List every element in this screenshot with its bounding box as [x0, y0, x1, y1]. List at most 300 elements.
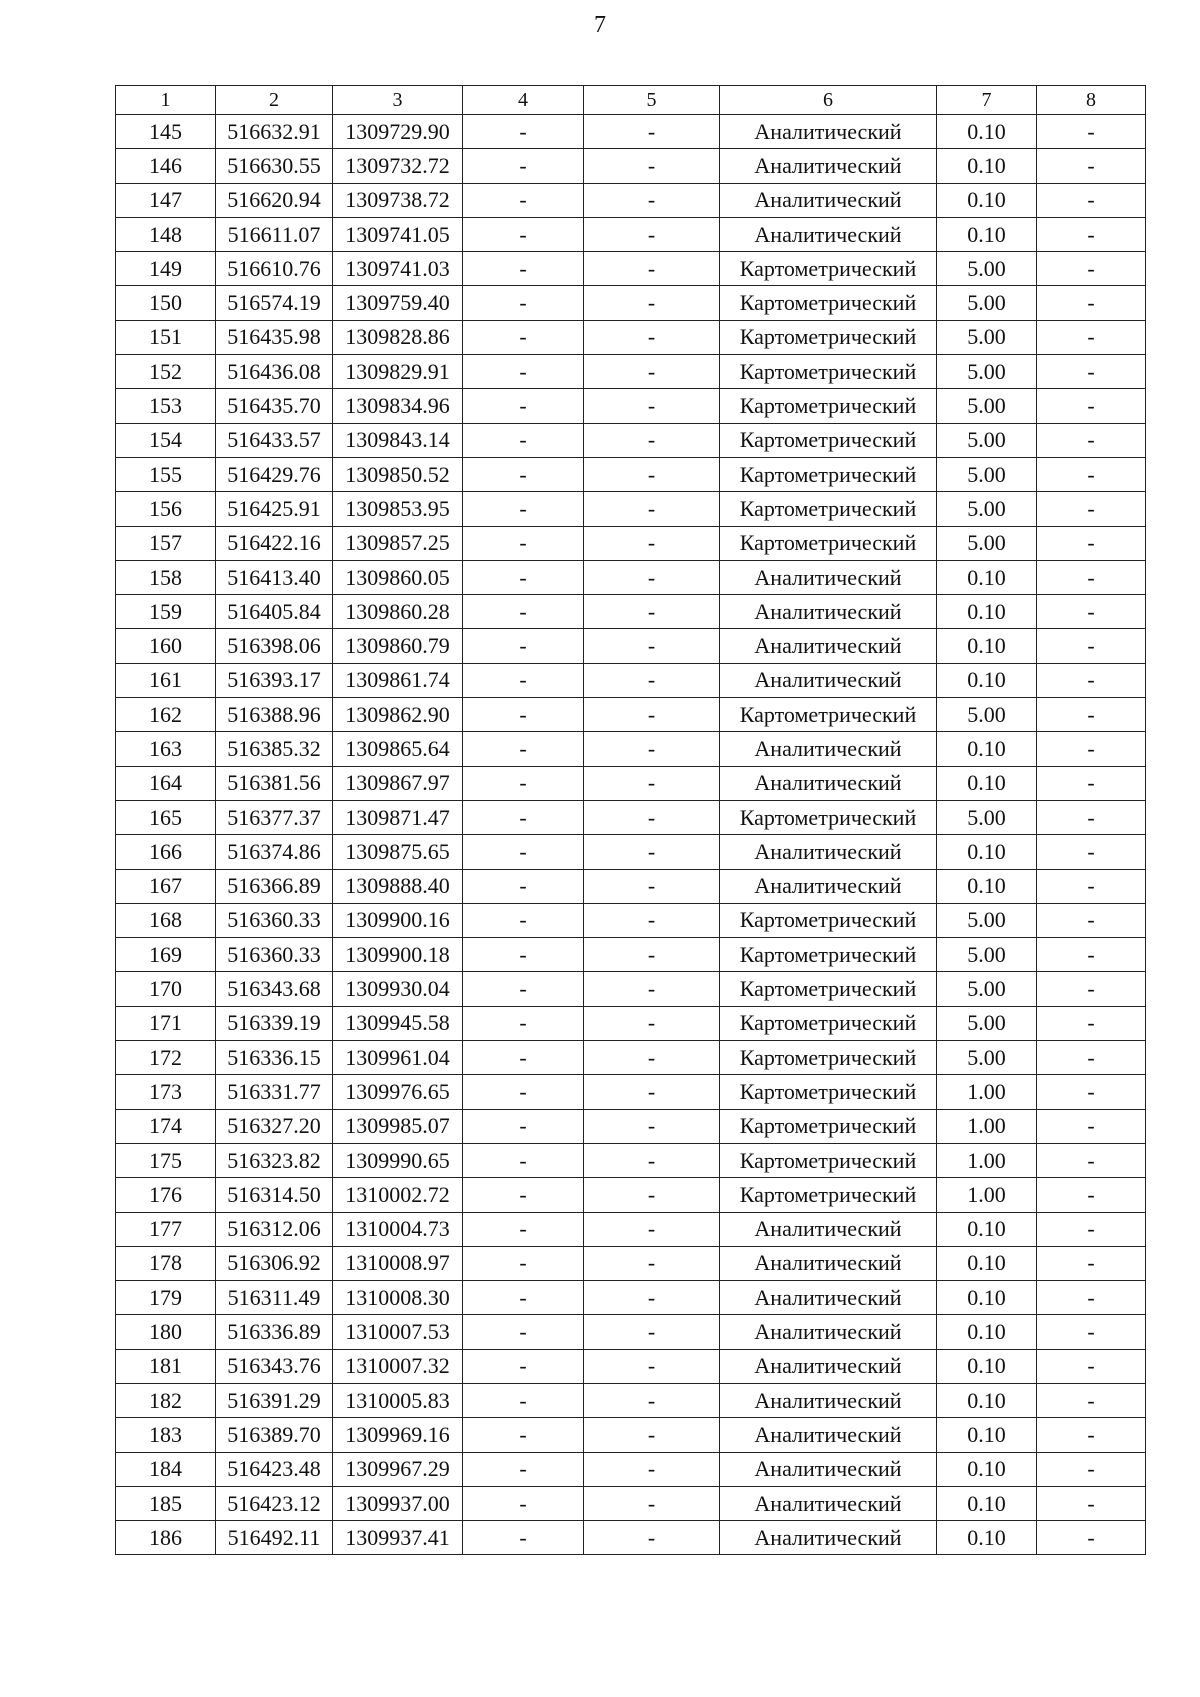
col8-cell: - [1037, 1006, 1146, 1040]
col4-cell: - [463, 938, 584, 972]
col4-cell: - [463, 1212, 584, 1246]
accuracy-cell: 1.00 [937, 1075, 1037, 1109]
col8-cell: - [1037, 1075, 1146, 1109]
col4-cell: - [463, 1143, 584, 1177]
accuracy-cell: 0.10 [937, 217, 1037, 251]
method-cell: Аналитический [720, 1315, 937, 1349]
col8-cell: - [1037, 766, 1146, 800]
accuracy-cell: 0.10 [937, 835, 1037, 869]
table-row [116, 492, 1146, 526]
y-coordinate-cell: 1309990.65 [333, 1143, 463, 1177]
x-coordinate-cell: 516422.16 [216, 526, 333, 560]
col8-cell: - [1037, 869, 1146, 903]
accuracy-cell: 0.10 [937, 1452, 1037, 1486]
col4-cell: - [463, 1349, 584, 1383]
col5-cell: - [584, 457, 720, 491]
x-coordinate-cell: 516385.32 [216, 732, 333, 766]
col4-cell: - [463, 149, 584, 183]
point-number-cell: 167 [116, 869, 216, 903]
col5-cell: - [584, 560, 720, 594]
x-coordinate-cell: 516314.50 [216, 1178, 333, 1212]
accuracy-cell: 0.10 [937, 1486, 1037, 1520]
col8-cell: - [1037, 1521, 1146, 1555]
col8-cell: - [1037, 1281, 1146, 1315]
col8-cell: - [1037, 1109, 1146, 1143]
method-cell: Аналитический [720, 217, 937, 251]
x-coordinate-cell: 516339.19 [216, 1006, 333, 1040]
accuracy-cell: 0.10 [937, 1212, 1037, 1246]
point-number-cell: 146 [116, 149, 216, 183]
table-row [116, 766, 1146, 800]
point-number-cell: 180 [116, 1315, 216, 1349]
y-coordinate-cell: 1310002.72 [333, 1178, 463, 1212]
col5-cell: - [584, 1041, 720, 1075]
y-coordinate-cell: 1309741.05 [333, 217, 463, 251]
col8-cell: - [1037, 320, 1146, 354]
col4-cell: - [463, 1109, 584, 1143]
accuracy-cell: 0.10 [937, 183, 1037, 217]
table-row [116, 972, 1146, 1006]
col8-cell: - [1037, 938, 1146, 972]
col4-cell: - [463, 1486, 584, 1520]
accuracy-cell: 5.00 [937, 389, 1037, 423]
col8-cell: - [1037, 903, 1146, 937]
accuracy-cell: 0.10 [937, 663, 1037, 697]
col5-cell: - [584, 629, 720, 663]
method-cell: Картометрический [720, 903, 937, 937]
table-row [116, 320, 1146, 354]
x-coordinate-cell: 516435.98 [216, 320, 333, 354]
method-cell: Картометрический [720, 972, 937, 1006]
point-number-cell: 182 [116, 1383, 216, 1417]
y-coordinate-cell: 1309865.64 [333, 732, 463, 766]
x-coordinate-cell: 516323.82 [216, 1143, 333, 1177]
point-number-cell: 186 [116, 1521, 216, 1555]
col5-cell: - [584, 1486, 720, 1520]
x-coordinate-cell: 516391.29 [216, 1383, 333, 1417]
method-cell: Аналитический [720, 1383, 937, 1417]
x-coordinate-cell: 516429.76 [216, 457, 333, 491]
accuracy-cell: 0.10 [937, 115, 1037, 149]
col5-cell: - [584, 766, 720, 800]
method-cell: Аналитический [720, 766, 937, 800]
method-cell: Картометрический [720, 800, 937, 834]
table-row [116, 1383, 1146, 1417]
col8-cell: - [1037, 115, 1146, 149]
col8-cell: - [1037, 355, 1146, 389]
method-cell: Картометрический [720, 526, 937, 560]
table-row [116, 1212, 1146, 1246]
method-cell: Картометрический [720, 1075, 937, 1109]
x-coordinate-cell: 516360.33 [216, 938, 333, 972]
accuracy-cell: 5.00 [937, 800, 1037, 834]
accuracy-cell: 5.00 [937, 457, 1037, 491]
col4-cell: - [463, 492, 584, 526]
accuracy-cell: 0.10 [937, 629, 1037, 663]
x-coordinate-cell: 516413.40 [216, 560, 333, 594]
col8-cell: - [1037, 389, 1146, 423]
method-cell: Картометрический [720, 423, 937, 457]
y-coordinate-cell: 1310007.32 [333, 1349, 463, 1383]
col8-cell: - [1037, 1178, 1146, 1212]
table-row [116, 286, 1146, 320]
point-number-cell: 152 [116, 355, 216, 389]
method-cell: Аналитический [720, 1212, 937, 1246]
col5-cell: - [584, 938, 720, 972]
col5-cell: - [584, 1109, 720, 1143]
col8-cell: - [1037, 1349, 1146, 1383]
accuracy-cell: 0.10 [937, 1418, 1037, 1452]
table-row [116, 423, 1146, 457]
y-coordinate-cell: 1309860.79 [333, 629, 463, 663]
y-coordinate-cell: 1309829.91 [333, 355, 463, 389]
col8-cell: - [1037, 560, 1146, 594]
col5-cell: - [584, 1212, 720, 1246]
table-row [116, 389, 1146, 423]
table-row [116, 355, 1146, 389]
col8-cell: - [1037, 800, 1146, 834]
col4-cell: - [463, 423, 584, 457]
method-cell: Аналитический [720, 149, 937, 183]
point-number-cell: 160 [116, 629, 216, 663]
method-cell: Аналитический [720, 183, 937, 217]
y-coordinate-cell: 1309969.16 [333, 1418, 463, 1452]
col4-cell: - [463, 389, 584, 423]
table-row [116, 183, 1146, 217]
point-number-cell: 158 [116, 560, 216, 594]
accuracy-cell: 5.00 [937, 423, 1037, 457]
col4-cell: - [463, 1178, 584, 1212]
col8-cell: - [1037, 835, 1146, 869]
col5-cell: - [584, 732, 720, 766]
x-coordinate-cell: 516632.91 [216, 115, 333, 149]
x-coordinate-cell: 516620.94 [216, 183, 333, 217]
column-header-4: 4 [463, 86, 584, 115]
col8-cell: - [1037, 1246, 1146, 1280]
y-coordinate-cell: 1309861.74 [333, 663, 463, 697]
coordinates-table [115, 85, 1146, 1555]
x-coordinate-cell: 516492.11 [216, 1521, 333, 1555]
method-cell: Картометрический [720, 457, 937, 491]
col5-cell: - [584, 423, 720, 457]
col5-cell: - [584, 1006, 720, 1040]
point-number-cell: 184 [116, 1452, 216, 1486]
col8-cell: - [1037, 1041, 1146, 1075]
y-coordinate-cell: 1309860.28 [333, 595, 463, 629]
point-number-cell: 164 [116, 766, 216, 800]
col4-cell: - [463, 903, 584, 937]
table-row [116, 1486, 1146, 1520]
y-coordinate-cell: 1309900.18 [333, 938, 463, 972]
point-number-cell: 148 [116, 217, 216, 251]
col8-cell: - [1037, 629, 1146, 663]
col5-cell: - [584, 1075, 720, 1109]
col4-cell: - [463, 286, 584, 320]
x-coordinate-cell: 516374.86 [216, 835, 333, 869]
y-coordinate-cell: 1309732.72 [333, 149, 463, 183]
col8-cell: - [1037, 1212, 1146, 1246]
x-coordinate-cell: 516312.06 [216, 1212, 333, 1246]
method-cell: Картометрический [720, 252, 937, 286]
x-coordinate-cell: 516381.56 [216, 766, 333, 800]
x-coordinate-cell: 516433.57 [216, 423, 333, 457]
accuracy-cell: 0.10 [937, 560, 1037, 594]
point-number-cell: 168 [116, 903, 216, 937]
table-row [116, 252, 1146, 286]
table-row [116, 698, 1146, 732]
y-coordinate-cell: 1309843.14 [333, 423, 463, 457]
point-number-cell: 165 [116, 800, 216, 834]
col4-cell: - [463, 1418, 584, 1452]
table-row [116, 800, 1146, 834]
table-row [116, 869, 1146, 903]
col8-cell: - [1037, 526, 1146, 560]
col8-cell: - [1037, 972, 1146, 1006]
col8-cell: - [1037, 1486, 1146, 1520]
x-coordinate-cell: 516377.37 [216, 800, 333, 834]
x-coordinate-cell: 516393.17 [216, 663, 333, 697]
method-cell: Картометрический [720, 698, 937, 732]
point-number-cell: 176 [116, 1178, 216, 1212]
col5-cell: - [584, 1246, 720, 1280]
method-cell: Аналитический [720, 1521, 937, 1555]
table-body [116, 115, 1146, 1555]
accuracy-cell: 0.10 [937, 595, 1037, 629]
point-number-cell: 166 [116, 835, 216, 869]
table-row [116, 1109, 1146, 1143]
y-coordinate-cell: 1309860.05 [333, 560, 463, 594]
x-coordinate-cell: 516425.91 [216, 492, 333, 526]
col5-cell: - [584, 1452, 720, 1486]
method-cell: Аналитический [720, 663, 937, 697]
col8-cell: - [1037, 457, 1146, 491]
accuracy-cell: 5.00 [937, 252, 1037, 286]
accuracy-cell: 1.00 [937, 1178, 1037, 1212]
y-coordinate-cell: 1309937.41 [333, 1521, 463, 1555]
point-number-cell: 153 [116, 389, 216, 423]
point-number-cell: 162 [116, 698, 216, 732]
col4-cell: - [463, 457, 584, 491]
col5-cell: - [584, 1143, 720, 1177]
method-cell: Картометрический [720, 492, 937, 526]
y-coordinate-cell: 1309834.96 [333, 389, 463, 423]
accuracy-cell: 5.00 [937, 938, 1037, 972]
point-number-cell: 151 [116, 320, 216, 354]
method-cell: Аналитический [720, 732, 937, 766]
y-coordinate-cell: 1309875.65 [333, 835, 463, 869]
point-number-cell: 181 [116, 1349, 216, 1383]
coordinates-table-wrapper [115, 85, 1145, 1555]
accuracy-cell: 0.10 [937, 1246, 1037, 1280]
col5-cell: - [584, 217, 720, 251]
point-number-cell: 157 [116, 526, 216, 560]
col5-cell: - [584, 698, 720, 732]
col4-cell: - [463, 766, 584, 800]
x-coordinate-cell: 516343.68 [216, 972, 333, 1006]
method-cell: Картометрический [720, 320, 937, 354]
y-coordinate-cell: 1309741.03 [333, 252, 463, 286]
col4-cell: - [463, 663, 584, 697]
col8-cell: - [1037, 217, 1146, 251]
x-coordinate-cell: 516435.70 [216, 389, 333, 423]
col5-cell: - [584, 1178, 720, 1212]
point-number-cell: 174 [116, 1109, 216, 1143]
method-cell: Картометрический [720, 1006, 937, 1040]
col8-cell: - [1037, 183, 1146, 217]
method-cell: Аналитический [720, 595, 937, 629]
col5-cell: - [584, 526, 720, 560]
col8-cell: - [1037, 1452, 1146, 1486]
column-header-2: 2 [216, 86, 333, 115]
column-header-7: 7 [937, 86, 1037, 115]
table-row [116, 1041, 1146, 1075]
col5-cell: - [584, 320, 720, 354]
method-cell: Картометрический [720, 1178, 937, 1212]
method-cell: Аналитический [720, 115, 937, 149]
col4-cell: - [463, 355, 584, 389]
table-row [116, 1521, 1146, 1555]
col8-cell: - [1037, 423, 1146, 457]
col8-cell: - [1037, 252, 1146, 286]
x-coordinate-cell: 516336.15 [216, 1041, 333, 1075]
accuracy-cell: 5.00 [937, 492, 1037, 526]
method-cell: Аналитический [720, 1486, 937, 1520]
col5-cell: - [584, 149, 720, 183]
col8-cell: - [1037, 149, 1146, 183]
x-coordinate-cell: 516574.19 [216, 286, 333, 320]
x-coordinate-cell: 516405.84 [216, 595, 333, 629]
table-row [116, 526, 1146, 560]
y-coordinate-cell: 1309853.95 [333, 492, 463, 526]
page-number: 7 [594, 12, 606, 38]
table-row [116, 1075, 1146, 1109]
accuracy-cell: 0.10 [937, 149, 1037, 183]
col5-cell: - [584, 903, 720, 937]
x-coordinate-cell: 516398.06 [216, 629, 333, 663]
col5-cell: - [584, 972, 720, 1006]
accuracy-cell: 5.00 [937, 1006, 1037, 1040]
col8-cell: - [1037, 732, 1146, 766]
y-coordinate-cell: 1309930.04 [333, 972, 463, 1006]
method-cell: Картометрический [720, 286, 937, 320]
accuracy-cell: 5.00 [937, 903, 1037, 937]
col4-cell: - [463, 183, 584, 217]
accuracy-cell: 5.00 [937, 526, 1037, 560]
col8-cell: - [1037, 1143, 1146, 1177]
y-coordinate-cell: 1309850.52 [333, 457, 463, 491]
x-coordinate-cell: 516611.07 [216, 217, 333, 251]
method-cell: Аналитический [720, 1349, 937, 1383]
point-number-cell: 147 [116, 183, 216, 217]
table-row [116, 149, 1146, 183]
col5-cell: - [584, 115, 720, 149]
col4-cell: - [463, 526, 584, 560]
col8-cell: - [1037, 698, 1146, 732]
col5-cell: - [584, 183, 720, 217]
y-coordinate-cell: 1310008.30 [333, 1281, 463, 1315]
accuracy-cell: 0.10 [937, 732, 1037, 766]
x-coordinate-cell: 516436.08 [216, 355, 333, 389]
table-row [116, 457, 1146, 491]
x-coordinate-cell: 516366.89 [216, 869, 333, 903]
point-number-cell: 177 [116, 1212, 216, 1246]
col4-cell: - [463, 1281, 584, 1315]
table-row [116, 663, 1146, 697]
table-row [116, 1178, 1146, 1212]
col5-cell: - [584, 252, 720, 286]
x-coordinate-cell: 516630.55 [216, 149, 333, 183]
method-cell: Аналитический [720, 560, 937, 594]
point-number-cell: 161 [116, 663, 216, 697]
point-number-cell: 170 [116, 972, 216, 1006]
point-number-cell: 145 [116, 115, 216, 149]
method-cell: Картометрический [720, 1109, 937, 1143]
table-row [116, 835, 1146, 869]
point-number-cell: 185 [116, 1486, 216, 1520]
col4-cell: - [463, 560, 584, 594]
method-cell: Аналитический [720, 869, 937, 903]
table-row [116, 732, 1146, 766]
y-coordinate-cell: 1309900.16 [333, 903, 463, 937]
col8-cell: - [1037, 1418, 1146, 1452]
col4-cell: - [463, 1315, 584, 1349]
y-coordinate-cell: 1310008.97 [333, 1246, 463, 1280]
x-coordinate-cell: 516389.70 [216, 1418, 333, 1452]
column-header-3: 3 [333, 86, 463, 115]
point-number-cell: 155 [116, 457, 216, 491]
table-row [116, 903, 1146, 937]
accuracy-cell: 0.10 [937, 766, 1037, 800]
column-header-8: 8 [1037, 86, 1146, 115]
point-number-cell: 159 [116, 595, 216, 629]
col5-cell: - [584, 595, 720, 629]
col5-cell: - [584, 835, 720, 869]
x-coordinate-cell: 516610.76 [216, 252, 333, 286]
table-row [116, 1281, 1146, 1315]
method-cell: Аналитический [720, 1452, 937, 1486]
accuracy-cell: 5.00 [937, 355, 1037, 389]
col4-cell: - [463, 1246, 584, 1280]
accuracy-cell: 5.00 [937, 972, 1037, 1006]
y-coordinate-cell: 1309945.58 [333, 1006, 463, 1040]
col4-cell: - [463, 800, 584, 834]
col5-cell: - [584, 355, 720, 389]
table-row [116, 595, 1146, 629]
accuracy-cell: 1.00 [937, 1143, 1037, 1177]
accuracy-cell: 5.00 [937, 320, 1037, 354]
col4-cell: - [463, 320, 584, 354]
col5-cell: - [584, 286, 720, 320]
table-row [116, 115, 1146, 149]
method-cell: Картометрический [720, 1041, 937, 1075]
x-coordinate-cell: 516388.96 [216, 698, 333, 732]
y-coordinate-cell: 1309985.07 [333, 1109, 463, 1143]
col4-cell: - [463, 1452, 584, 1486]
accuracy-cell: 5.00 [937, 1041, 1037, 1075]
point-number-cell: 154 [116, 423, 216, 457]
col5-cell: - [584, 1315, 720, 1349]
accuracy-cell: 5.00 [937, 698, 1037, 732]
table-row [116, 560, 1146, 594]
y-coordinate-cell: 1309961.04 [333, 1041, 463, 1075]
column-header-6: 6 [720, 86, 937, 115]
x-coordinate-cell: 516423.12 [216, 1486, 333, 1520]
y-coordinate-cell: 1309871.47 [333, 800, 463, 834]
table-row [116, 1006, 1146, 1040]
point-number-cell: 169 [116, 938, 216, 972]
col5-cell: - [584, 492, 720, 526]
table-row [116, 629, 1146, 663]
